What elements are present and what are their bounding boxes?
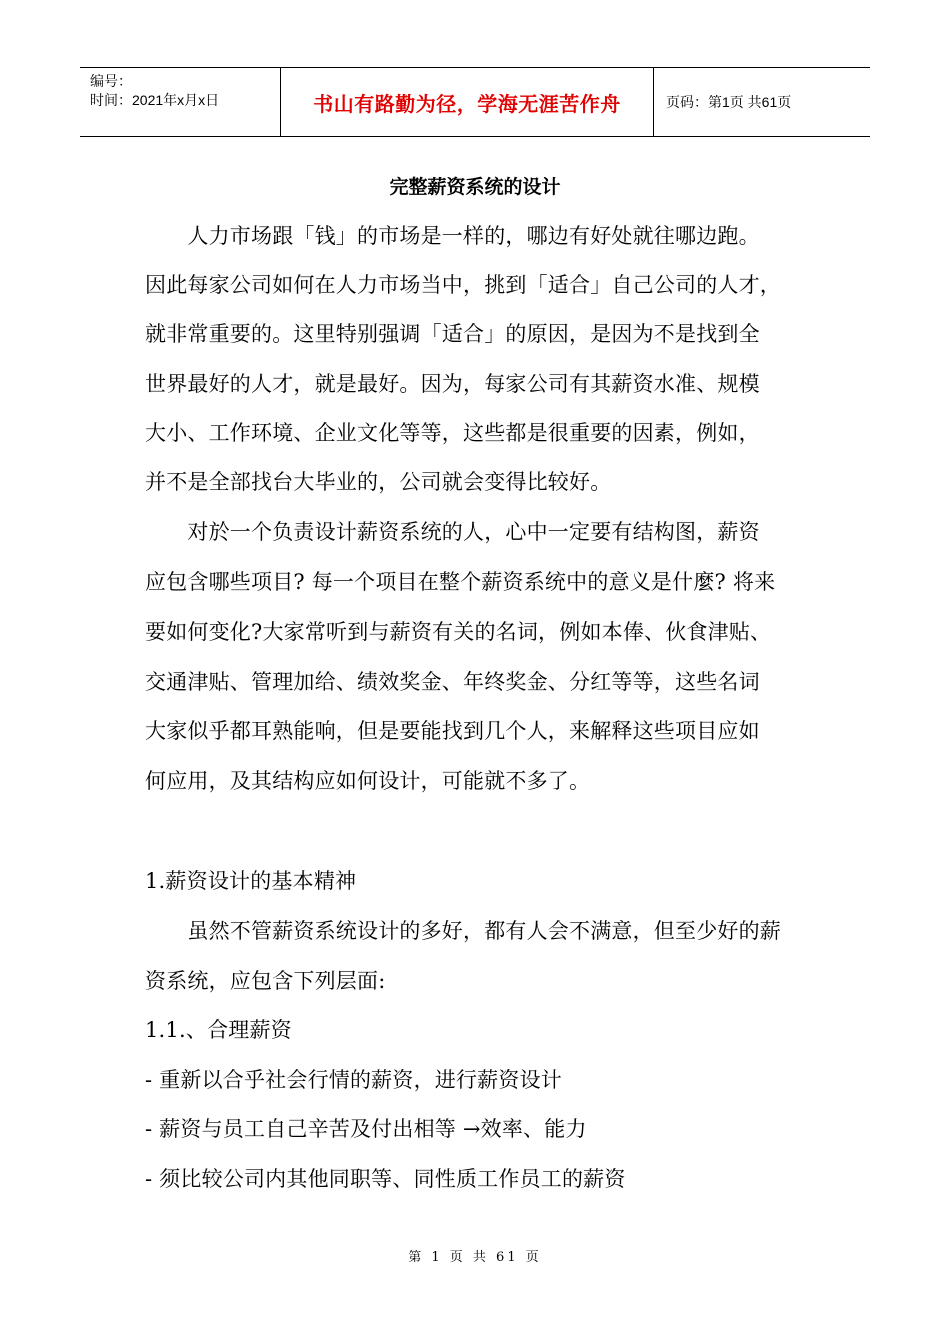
- body-line: 交通津贴、管理加给、绩效奖金、年终奖金、分红等等，这些名词: [145, 670, 760, 694]
- list-item: - 须比较公司内其他同职等、同性质工作员工的薪资: [145, 1167, 626, 1191]
- body-line: 大小、工作环境、企业文化等等，这些都是很重要的因素，例如，: [145, 421, 760, 445]
- document-header: [80, 67, 870, 137]
- body-line: 人力市场跟「钱」的市场是一样的，哪边有好处就往哪边跑。: [145, 224, 760, 248]
- document-title: 完整薪资系统的设计: [389, 176, 561, 198]
- document-number-label: 编号：: [90, 73, 132, 89]
- page-footer: 第 1 页 共 61 页: [408, 1250, 542, 1265]
- list-item: - 重新以合乎社会行情的薪资，进行薪资设计: [145, 1068, 562, 1092]
- section-heading: 1.薪资设计的基本精神: [145, 869, 357, 893]
- body-line: 虽然不管薪资系统设计的多好，都有人会不满意，但至少好的薪: [145, 919, 781, 943]
- subsection-heading: 1.1.、合理薪资: [145, 1018, 292, 1042]
- body-line: 因此每家公司如何在人力市场当中，挑到「适合」自己公司的人才，: [145, 273, 781, 297]
- body-line: 大家似乎都耳熟能响，但是要能找到几个人，来解释这些项目应如: [145, 719, 760, 743]
- body-line: 世界最好的人才，就是最好。因为，每家公司有其薪资水准、规模: [145, 372, 760, 396]
- body-line: 何应用，及其结构应如何设计，可能就不多了。: [145, 769, 591, 793]
- body-line: 并不是全部找台大毕业的，公司就会变得比较好。: [145, 470, 612, 494]
- body-line: 资系统，应包含下列层面:: [145, 969, 386, 993]
- list-item: - 薪资与员工自己辛苦及付出相等 →效率、能力: [145, 1117, 587, 1141]
- header-meta: [80, 68, 281, 136]
- body-line: 要如何变化?大家常听到与薪资有关的名词，例如本俸、伙食津贴、: [145, 620, 772, 644]
- body-line: 就非常重要的。这里特别强调「适合」的原因，是因为不是找到全: [145, 322, 760, 346]
- header-motto: 书山有路勤为径，学海无涯苦作舟: [281, 68, 654, 136]
- body-line: 对於一个负责设计薪资系统的人，心中一定要有结构图，薪资: [145, 520, 760, 544]
- body-line: 应包含哪些项目? 每一个项目在整个薪资系统中的意义是什麼? 将来: [145, 570, 776, 594]
- header-page-info: 页码：第1页 共61页: [666, 94, 792, 110]
- document-time-label: 时间：2021年x月x日: [90, 92, 220, 108]
